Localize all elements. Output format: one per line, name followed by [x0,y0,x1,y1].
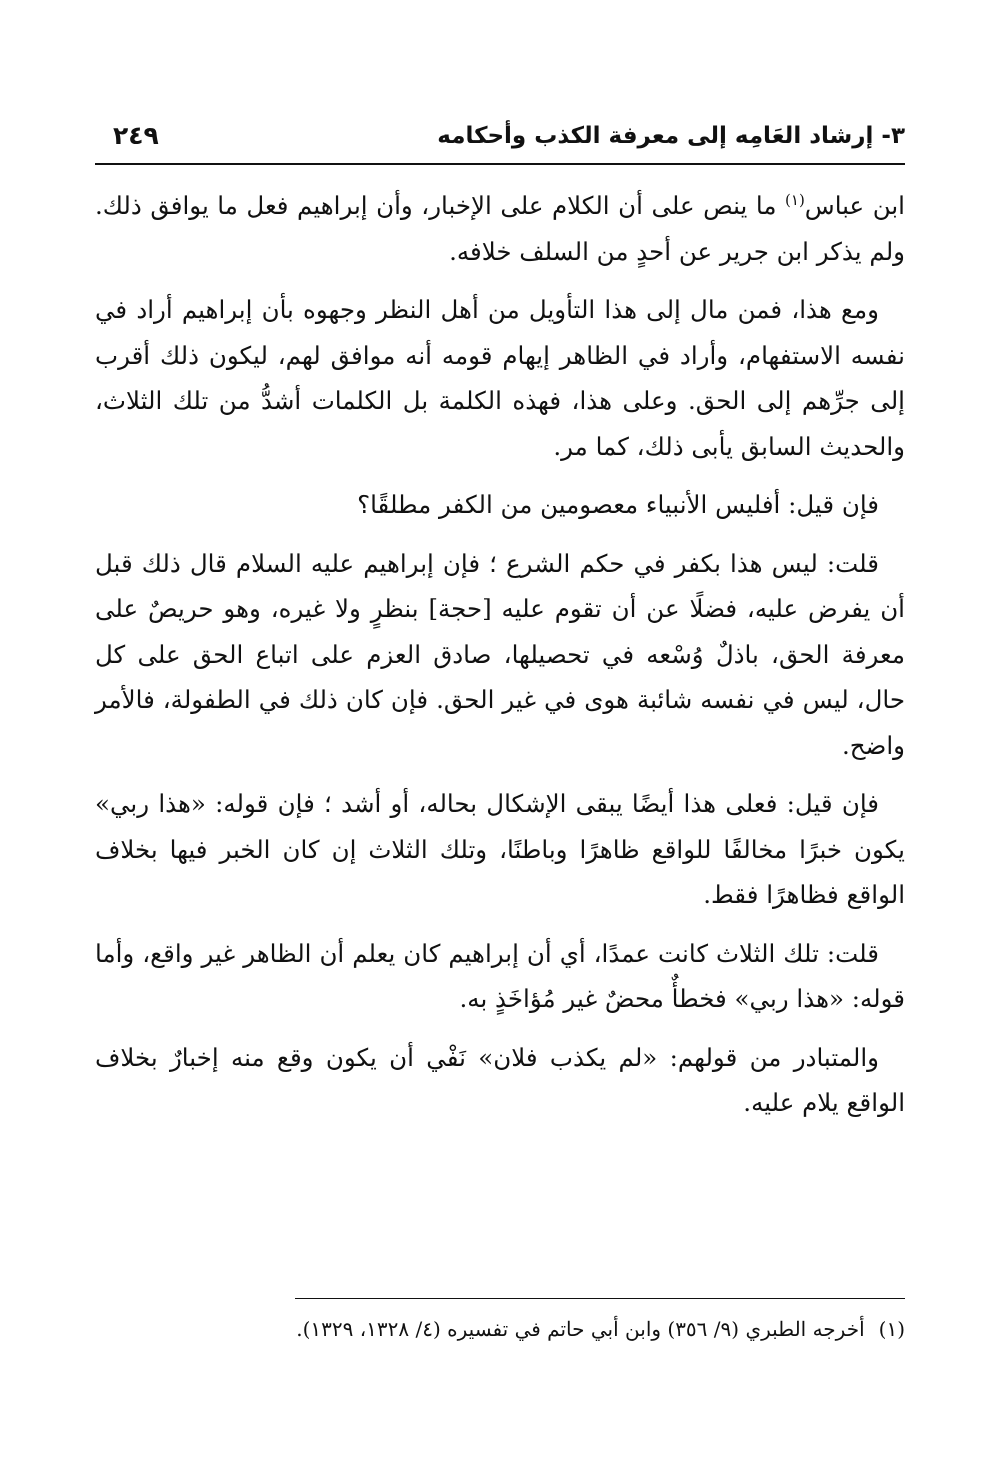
footnote-reference: (١) [785,190,805,209]
page-number: ٢٤٩ [113,121,159,150]
footnote [95,1312,905,1346]
paragraph-7: والمتبادر من قولهم: «لم يكذب فلان» نَفْي أن يكون وقع منه إخبارٌ بخلاف الواقع يلام عليه. [95,1042,905,1117]
footnote-divider [295,1298,905,1299]
footnote-text: أخرجه الطبري (٩/ ٣٥٦) وابن أبي حاتم في تفسيره (٤/ ١٣٢٨، ١٣٢٩). [296,1317,865,1341]
paragraph-1-rest: ما ينص على أن الكلام على الإخبار، وأن إبراهيم فعل ما يوافق ذلك. ولم يذكر ابن جرير عن أحدٍ من السلف خلافه. [95,191,905,266]
paragraph-3: فإن قيل: أفليس الأنبياء معصومين من الكفر مطلقًا؟ [357,490,879,519]
paragraph-1 [95,183,905,274]
paragraph-1-start: ابن عباس [804,191,905,220]
chapter-title: ٣- إرشاد العَامِه إلى معرفة الكذب وأحكامه [437,123,905,149]
footnote-number: (١) [878,1317,905,1341]
paragraph-6: قلت: تلك الثلاث كانت عمدًا، أي أن إبراهيم كان يعلم أن الظاهر غير واقع، وأما قوله: «هذا ربي» فخطأٌ محضٌ غير مُؤاخَذٍ به. [95,938,905,1013]
body-text [95,183,905,1126]
book-page [95,105,905,1405]
paragraph-5: فإن قيل: فعلى هذا أيضًا يبقى الإشكال بحاله، أو أشد ؛ فإن قوله: «هذا ربي» يكون خبرًا مخالفًا للواقع ظاهرًا وباطنًا، وتلك الثلاث إن كان الخبر فيها بخلاف الواقع فظاهرًا فقط. [95,789,905,909]
running-header [95,105,905,165]
paragraph-2: ومع هذا، فمن مال إلى هذا التأويل من أهل النظر وجهوه بأن إبراهيم أراد في نفسه الاستفهام، وأراد في الظاهر إيهام قومه أنه موافق لهم، ليكون ذلك أقرب إلى جرِّهم إلى الحق. وعلى هذا، فهذه الكلمة بل الكلمات أشدُّ من تلك الثلاث، والحديث السابق يأبى ذلك، كما مر. [95,295,905,461]
paragraph-4: قلت: ليس هذا بكفر في حكم الشرع ؛ فإن إبراهيم عليه السلام قال ذلك قبل أن يفرض عليه، فضلًا عن أن تقوم عليه [حجة] بنظرٍ ولا غيره، وهو حريصٌ على معرفة الحق، باذلٌ وُسْعه في تحصيلها، صادق العزم على اتباع الحق على كل حال، ليس في نفسه شائبة هوى في غير الحق. فإن كان ذلك في الطفولة، فالأمر واضح. [95,548,905,760]
